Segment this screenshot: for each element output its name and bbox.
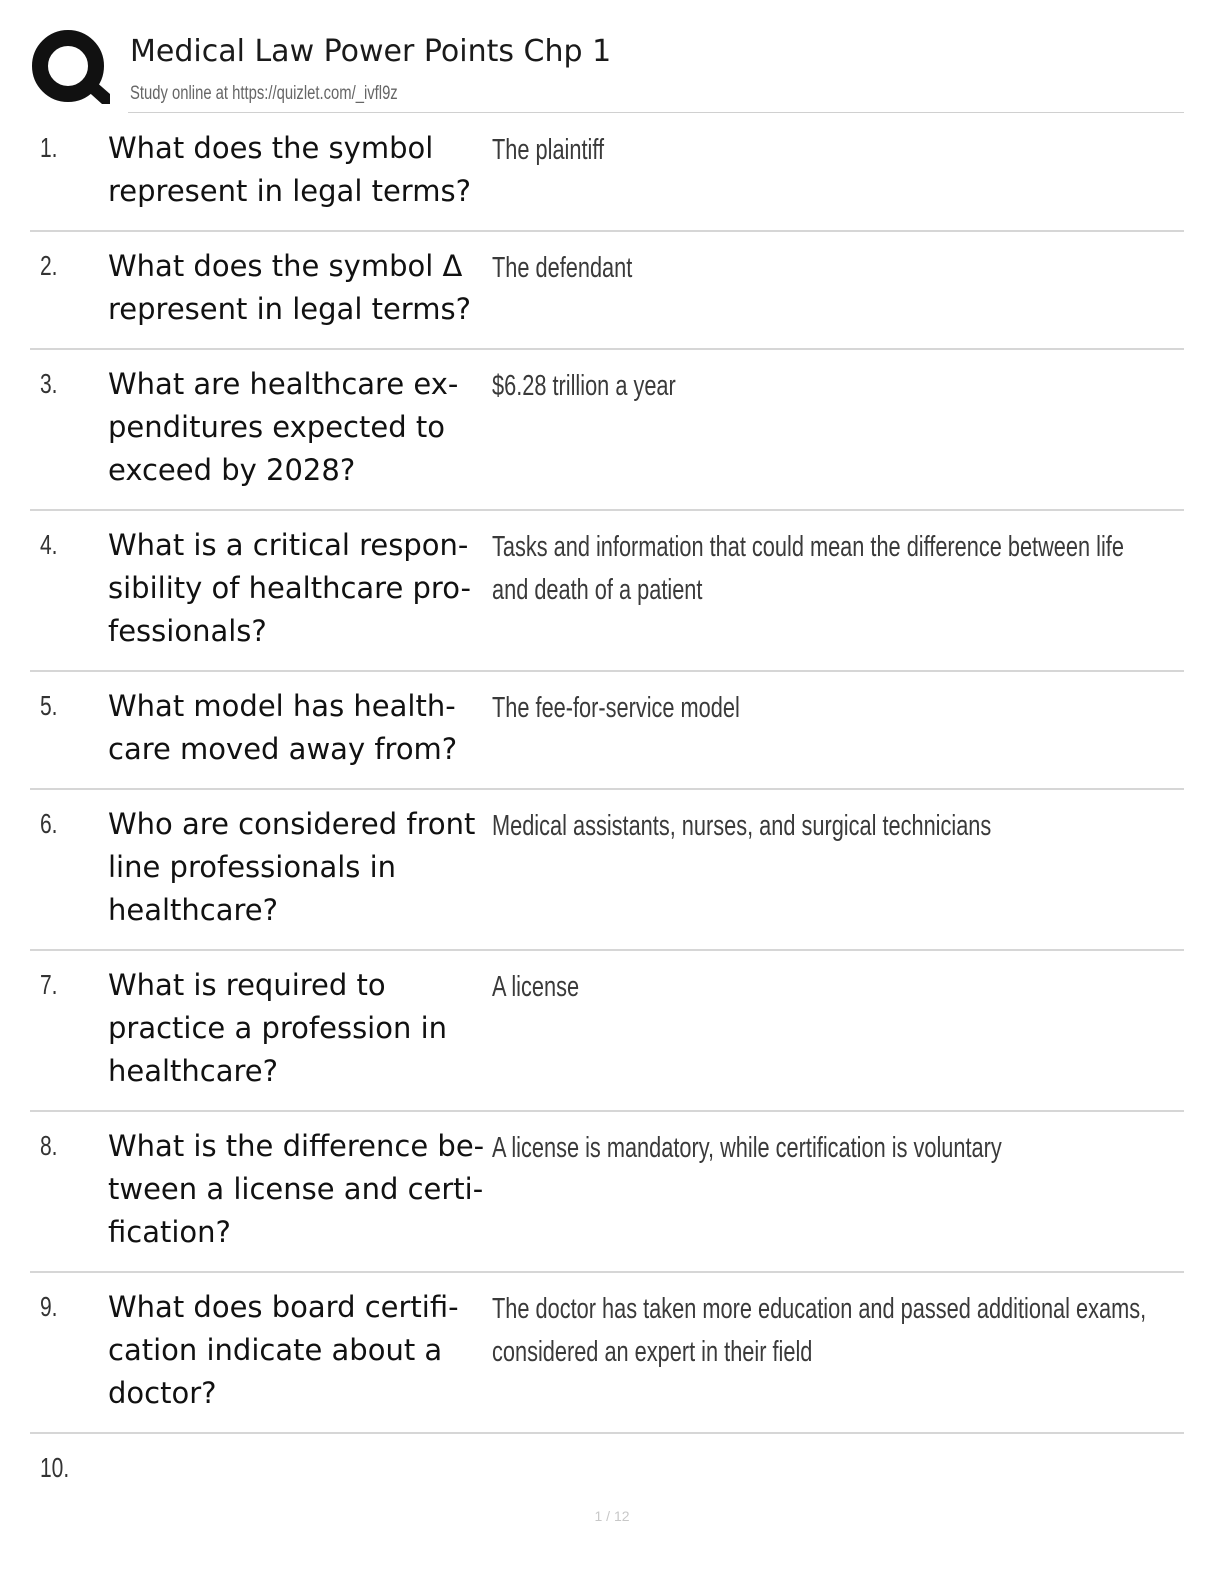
card-definition: A license <box>492 971 580 1003</box>
flashcard-row <box>30 672 1184 790</box>
card-term: What does the symbol Δ represent in legal terms? <box>108 249 471 326</box>
card-number: 9. <box>40 1291 58 1322</box>
flashcard-row <box>30 114 1184 232</box>
flashcard-row <box>30 350 1184 511</box>
card-number: 10. <box>40 1452 70 1483</box>
flashcard-row <box>30 790 1184 951</box>
card-definition: A license is mandatory, while certification is voluntary <box>492 1132 1002 1164</box>
card-term: Who are considered front line professionals in healthcare? <box>108 807 476 927</box>
flashcard-row <box>30 951 1184 1112</box>
card-definition: The fee-for-service model <box>492 692 740 724</box>
card-term: What is a critical respon-sibility of healthcare pro-fessionals? <box>108 528 471 648</box>
flashcard-row <box>30 232 1184 350</box>
flashcard-row <box>30 1273 1184 1434</box>
card-number: 5. <box>40 690 58 721</box>
card-definition: $6.28 trillion a year <box>492 370 676 402</box>
card-number: 8. <box>40 1130 58 1161</box>
card-number: 6. <box>40 808 58 839</box>
card-number: 3. <box>40 368 58 399</box>
card-term: What model has health-care moved away from? <box>108 689 458 766</box>
card-definition: The defendant <box>492 252 633 284</box>
header-divider <box>128 112 1184 113</box>
card-term: What are healthcare ex-penditures expected to exceed by 2028? <box>108 367 459 487</box>
document-header <box>30 28 1184 114</box>
flashcard-list <box>30 114 1184 1504</box>
card-definition: Medical assistants, nurses, and surgical technicians <box>492 810 992 842</box>
card-definition: Tasks and information that could mean the difference between life and death of a patient <box>492 531 1124 606</box>
document-title: Medical Law Power Points Chp 1 <box>130 34 612 69</box>
card-number: 7. <box>40 969 58 1000</box>
card-term: What is required to practice a profession in healthcare? <box>108 968 448 1088</box>
card-number: 1. <box>40 132 58 163</box>
flashcard-row <box>30 1112 1184 1273</box>
card-definition: The doctor has taken more education and passed additional exams, considered an expert in their field <box>492 1293 1147 1368</box>
quizlet-logo-icon <box>30 28 110 108</box>
card-number: 2. <box>40 250 58 281</box>
page-number: 1 / 12 <box>594 1508 630 1524</box>
card-definition: The plaintiff <box>492 134 605 166</box>
flashcard-row <box>30 511 1184 672</box>
card-term: What is the difference be-tween a license and certi-fication? <box>108 1129 485 1249</box>
card-term: What does the symbol represent in legal terms? <box>108 131 471 208</box>
study-online-link[interactable]: Study online at https://quizlet.com/_ivfl9z <box>130 83 398 104</box>
flashcard-row <box>30 1434 1184 1504</box>
card-number: 4. <box>40 529 58 560</box>
card-term: What does board certifi-cation indicate about a doctor? <box>108 1290 459 1410</box>
